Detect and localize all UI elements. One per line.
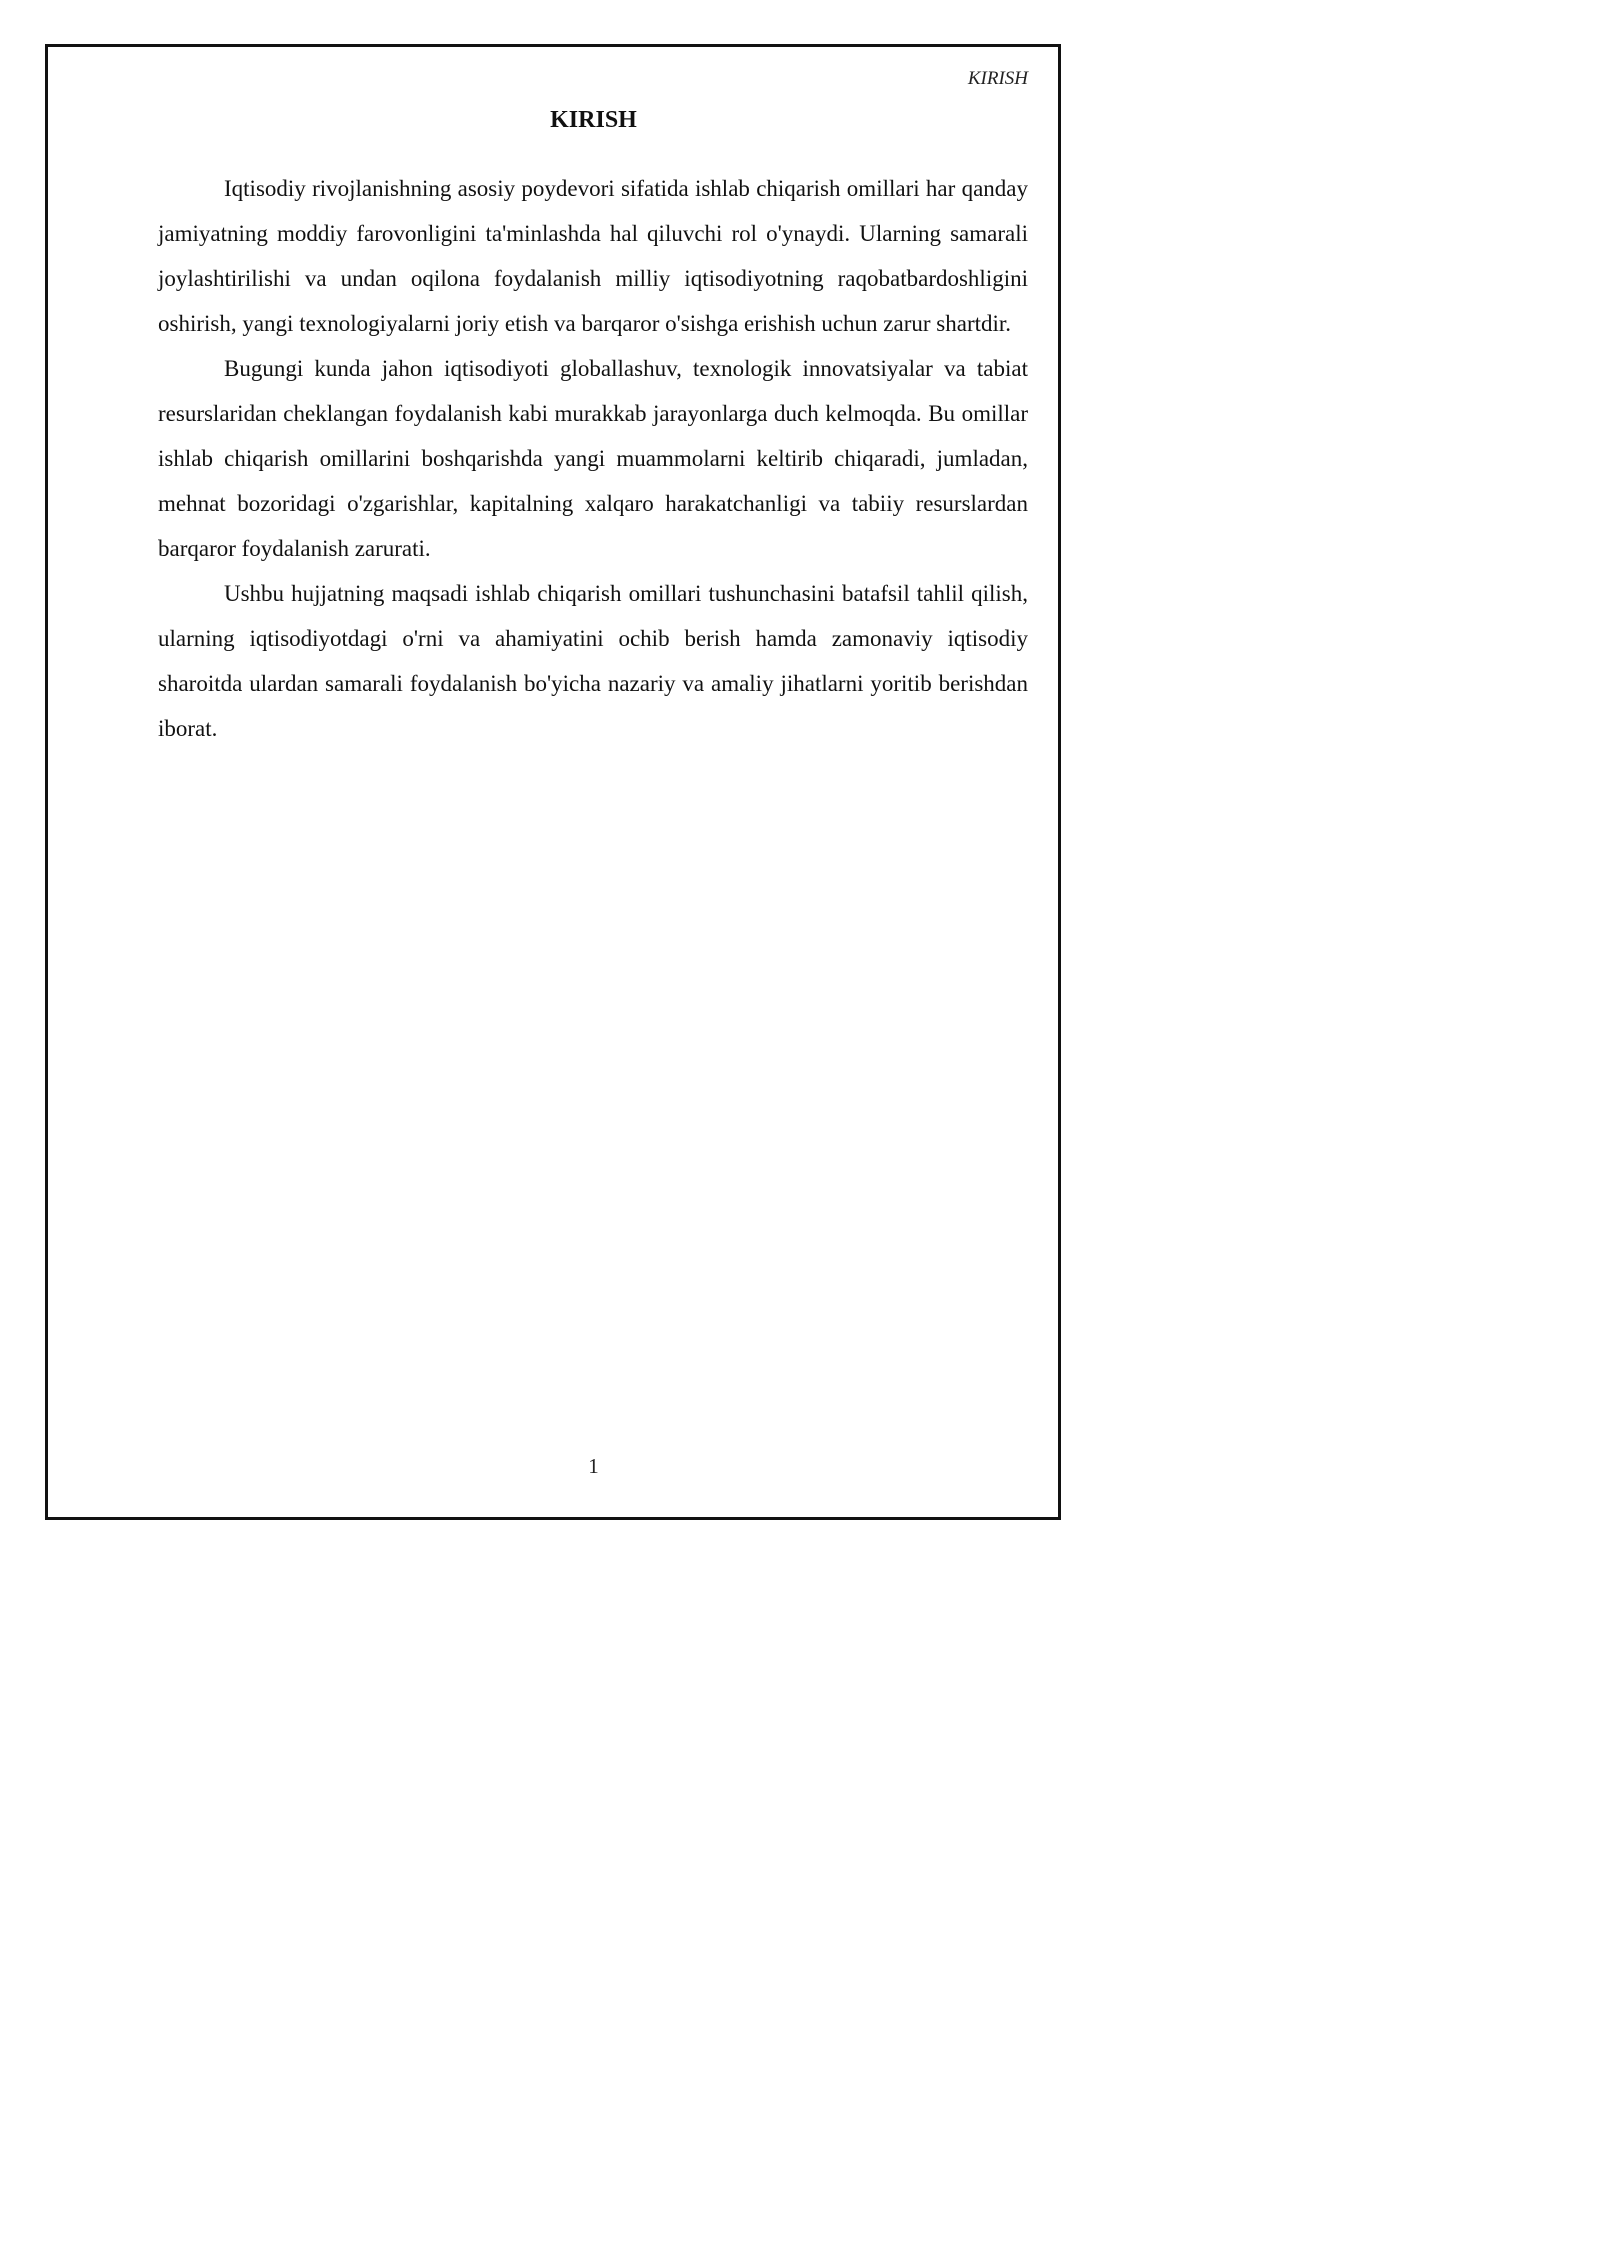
document-body bbox=[158, 166, 1028, 751]
page-title: KIRISH bbox=[550, 107, 637, 133]
paragraph-2: Bugungi kunda jahon iqtisodiyoti globallashuv, texnologik innovatsiyalar va tabiat resurslaridan cheklangan foydalanish kabi murakkab jarayonlarga duch kelmoqda. Bu omillar ishlab chiqarish omillarini boshqarishda yangi muammolarni keltirib chiqaradi, jumladan, mehnat bozoridagi o'zgarishlar, kapitalning xalqaro harakatchanligi va tabiiy resurslardan barqaror foydalanish zarurati. bbox=[158, 356, 1028, 561]
page-number: 1 bbox=[588, 1454, 599, 1478]
running-header: KIRISH bbox=[967, 68, 1028, 89]
paragraph-3: Ushbu hujjatning maqsadi ishlab chiqarish omillari tushunchasini batafsil tahlil qilish, ularning iqtisodiyotdagi o'rni va ahamiyatini ochib berish hamda zamonaviy iqtisodiy sharoitda ulardan samarali foydalanish bo'yicha nazariy va amaliy jihatlarni yoritib berishdan iborat. bbox=[158, 581, 1028, 741]
paragraph-1: Iqtisodiy rivojlanishning asosiy poydevori sifatida ishlab chiqarish omillari har qanday jamiyatning moddiy farovonligini ta'minlashda hal qiluvchi rol o'ynaydi. Ularning samarali joylashtirilishi va undan oqilona foydalanish milliy iqtisodiyotning raqobatbardoshligini oshirish, yangi texnologiyalarni joriy etish va barqaror o'sishga erishish uchun zarur shartdir. bbox=[158, 176, 1028, 336]
